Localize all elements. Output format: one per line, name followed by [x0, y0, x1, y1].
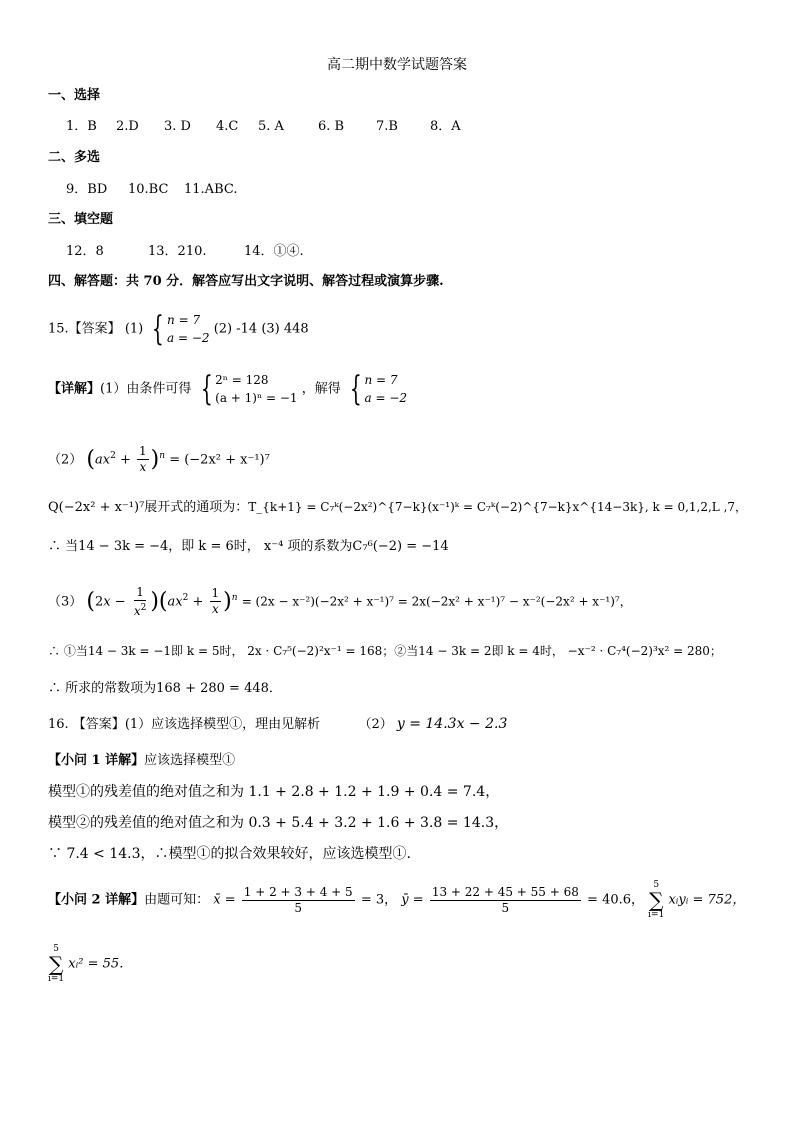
q16-sub2-text: 由题可知： — [144, 892, 210, 908]
section-heading-multi: 二、多选 — [48, 150, 101, 165]
sum-top: 5 — [653, 880, 660, 890]
q15-general-term-formula: T_{k+1} = C₇ᵏ(−2x²)^{7−k}(x⁻¹)ᵏ = C₇ᵏ(−2)^{7−k}x^{14−3k}, k = 0,1,2,L ,7， — [248, 500, 748, 514]
q16-ybar-fraction — [430, 885, 581, 916]
brace-icon: { — [200, 369, 213, 409]
q15-sys-n: n = 7 — [167, 313, 201, 327]
q15-part2-expr: = (−2x² + x⁻¹)⁷ — [169, 452, 270, 468]
q15-detail-1 — [48, 371, 407, 408]
q15-sol-n: n = 7 — [364, 373, 398, 387]
q16-label: 16. 【答案】 — [48, 717, 125, 732]
q16-model2: 模型②的残差值的绝对值之和为 0.3 + 5.4 + 3.2 + 1.6 + 3.8 = 14.3， — [48, 815, 509, 831]
q16-ybar-den: 5 — [501, 900, 510, 915]
q16-answer — [48, 715, 507, 734]
q15-answer — [48, 311, 309, 348]
q16-sum-x2: xᵢ² = 55． — [68, 956, 133, 972]
q16-model1: 模型①的残差值的绝对值之和为 1.1 + 2.8 + 1.2 + 1.9 + 0.4 = 7.4， — [48, 784, 500, 800]
q15-cases-line: ∴ ①当14 − 3k = −1即 k = 5时， 2x · C₇⁵(−2)²x⁻¹ = 168；②当14 − 3k = 2即 k = 4时， −x⁻² · C₇⁴(−2)³x² = 280； — [48, 644, 722, 658]
q15-label: 15.【答案】 — [48, 321, 121, 337]
answer-13: 13．210. — [148, 244, 207, 259]
answer-9: 9．BD — [66, 182, 108, 197]
answer-2: 2.D — [116, 119, 139, 134]
answer-4: 4.C — [216, 119, 239, 134]
q16-answer2-label: （2） — [358, 717, 393, 732]
page-title: 高二期中数学试题答案 — [327, 57, 467, 73]
q16-sub2: 【小问 2 详解】由题可知： x̄ = $\frac{1 + 2 + 3 + 4 + 5}{5}$ = 3， ȳ = $\frac{13 + 22 + 45 + 55 + 68}{5}$ = 40.6， 5 ∑ i=1 xᵢyᵢ = 752， — [48, 880, 746, 920]
sum-bottom: i=1 — [648, 910, 665, 920]
q15-solution-system — [345, 371, 407, 407]
section-heading-choice: 一、选择 — [48, 88, 101, 103]
q16-sub2-label: 【小问 2 详解】 — [48, 892, 145, 908]
q16-ybar-val: = 40.6， — [587, 892, 645, 908]
q15-part1-label: (1) — [124, 321, 144, 337]
sum-top: 5 — [53, 944, 59, 954]
q15-cond-2: (a + 1)ⁿ = −1 — [215, 391, 298, 405]
q15-cond-1: 2ⁿ = 128 — [215, 373, 269, 387]
answer-5: 5. A — [258, 119, 284, 134]
q15-rest-answer: (2) -14 (3) 448 — [213, 321, 309, 337]
answer-8: 8．A — [430, 119, 461, 134]
q16-ybar-num: 13 + 22 + 45 + 55 + 68 — [431, 884, 579, 899]
answer-10: 10.BC — [128, 182, 169, 197]
q15-part2-label: （2） — [48, 452, 83, 468]
q15-total-line: ∴ 所求的常数项为168 + 280 = 448． — [48, 681, 282, 696]
answer-11: 11.ABC. — [184, 182, 238, 197]
q15-condition-system — [196, 371, 298, 407]
q16-xbar-val: = 3， — [360, 892, 398, 908]
q16-answer2: y = 14.3x − 2.3 — [396, 716, 508, 732]
q15-general-term — [48, 498, 747, 517]
section-heading-solve: 四、解答题：共 70 分．解答应写出文字说明、解答过程或演算步骤. — [48, 274, 444, 289]
q15-part3-expr: = (2x − x⁻²)(−2x² + x⁻¹)⁷ = 2x(−2x² + x⁻¹)⁷ − x⁻²(−2x² + x⁻¹)⁷， — [241, 594, 632, 609]
q16-conclusion: ∵ 7.4 < 14.3，∴模型①的拟合效果较好，应该选模型①. — [48, 846, 411, 862]
q15-detail1-mid: ，解得 — [301, 381, 341, 397]
q15-answer-system — [147, 311, 209, 347]
answer-7: 7.B — [376, 119, 398, 134]
answer-1: 1．B — [66, 119, 97, 134]
q15-detail1-pre: (1）由条件可得 — [100, 381, 192, 397]
q15-general-term-pre: Q(−2x² + x⁻¹)⁷展开式的通项为： — [48, 500, 249, 515]
q16-xbar-num: 1 + 2 + 3 + 4 + 5 — [243, 884, 353, 899]
brace-icon: { — [349, 369, 362, 409]
q16-xbar-fraction — [242, 885, 355, 916]
answer-6: 6. B — [318, 119, 345, 134]
q15-part3: （3） (2x − $\frac{1}{x^2}$ )($ax^2$ + $\frac{1}{x}$ )$^n$ = (2x − x⁻²)(−2x² + x⁻¹)⁷ = 2x(−2x² + x⁻¹)⁷ − x⁻²(−2x² + x⁻¹)⁷， — [48, 584, 632, 618]
sum-symbol-icon: 5 ∑ i=1 — [48, 944, 65, 984]
sum-bottom: i=1 — [48, 974, 65, 984]
q16-sum-xy: xᵢyᵢ = 752， — [668, 892, 746, 908]
q15-detail-label: 【详解】 — [48, 381, 101, 397]
section-heading-fill: 三、填空题 — [48, 212, 114, 227]
q15-part2: （2） ($ax^2$ + $\frac{1}{x}$ )$^n$ = (−2x² + x⁻¹)⁷ — [48, 444, 270, 475]
q16-sum-x2-line — [48, 944, 132, 985]
q16-answer1: (1）应该选择模型①，理由见解析 — [124, 717, 321, 732]
answer-14: 14．①④. — [244, 244, 304, 259]
q16-sub1-text: 应该选择模型① — [144, 753, 236, 768]
q16-sub1-label: 【小问 1 详解】 — [48, 753, 145, 768]
q16-xbar-den: 5 — [294, 900, 303, 915]
sum-symbol-icon: 5 ∑ i=1 — [648, 880, 665, 920]
brace-icon: { — [152, 309, 165, 349]
q16-sub1 — [48, 752, 235, 770]
q15-sys-a: a = −2 — [167, 331, 210, 345]
answer-12: 12．8 — [66, 244, 104, 259]
answer-3: 3. D — [164, 119, 191, 134]
q15-sol-a: a = −2 — [364, 391, 408, 405]
q15-part3-label: （3） — [48, 594, 83, 610]
q15-when-line: ∴ 当14 − 3k = −4，即 k = 6时， x⁻⁴ 项的系数为C₇⁶(−2) = −14 — [48, 539, 449, 554]
